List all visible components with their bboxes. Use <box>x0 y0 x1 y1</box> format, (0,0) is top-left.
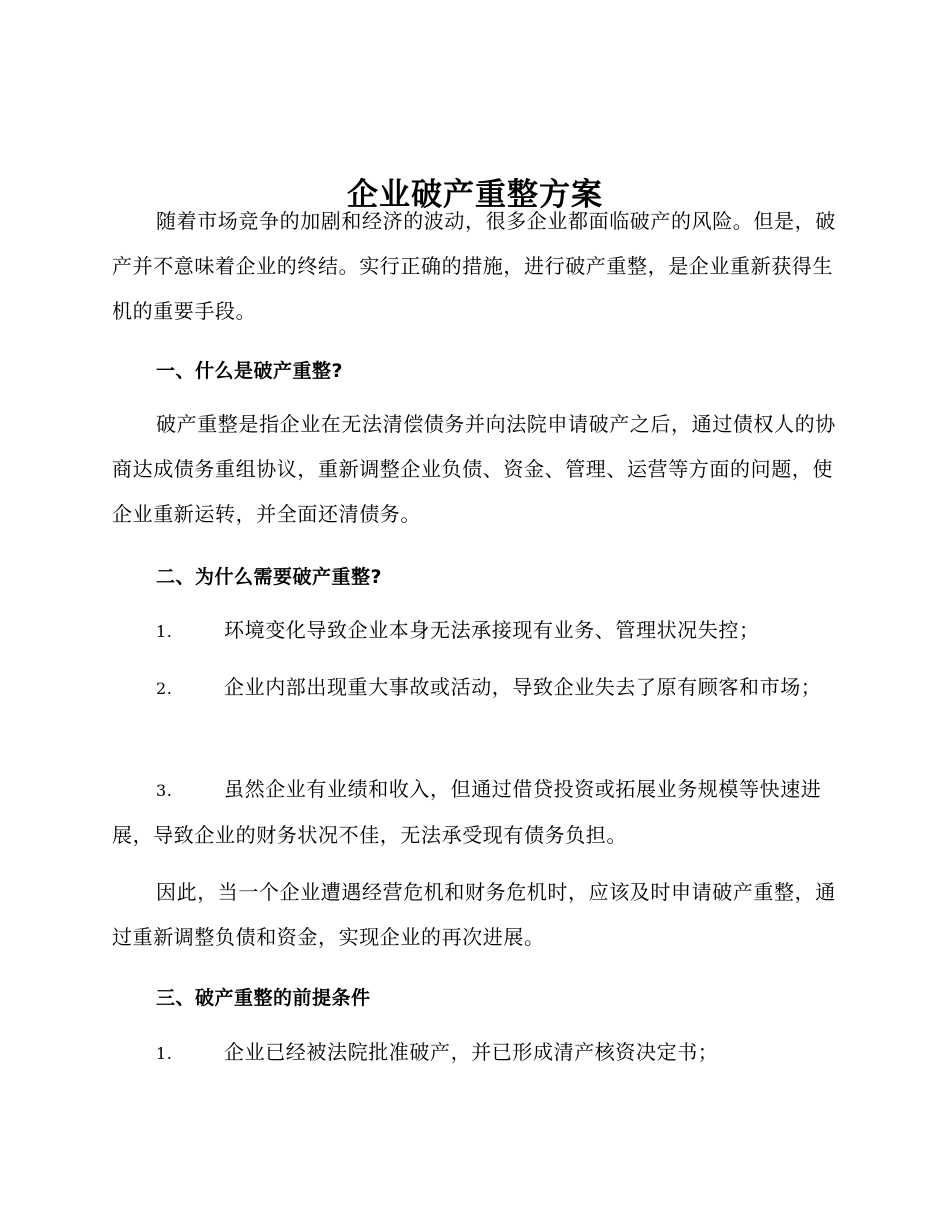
document-title: 企业破产重整方案 <box>347 176 603 213</box>
list-item <box>112 1030 838 1076</box>
section2-conclusion: 因此，当一个企业遭遇经营危机和财务危机时，应该及时申请破产重整，通过重新调整负债和资金，实现企业的再次进展。 <box>112 880 836 949</box>
list-item <box>112 767 838 858</box>
list-number: 2. <box>156 679 173 698</box>
section1-paragraph: 破产重整是指企业在无法清偿债务并向法院申请破产之后，通过债权人的协商达成债务重组协议，重新调整企业负债、资金、管理、运营等方面的问题，使企业重新运转，并全面还清债务。 <box>112 412 836 526</box>
list-item-text: 企业已经被法院批准破产，并已形成清产核资决定书； <box>224 1040 719 1064</box>
list-item-text: 环境变化导致企业本身无法承接现有业务、管理状况失控； <box>224 618 760 642</box>
list-item-text: 企业内部出现重大事故或活动，导致企业失去了原有顾客和市场； <box>224 675 822 699</box>
list-number: 1. <box>156 622 173 641</box>
section1-heading: 一、什么是破产重整? <box>156 360 344 382</box>
list-number: 3. <box>156 781 173 800</box>
list-item <box>112 665 838 711</box>
list-number: 1. <box>156 1044 173 1063</box>
section3-heading: 三、破产重整的前提条件 <box>156 987 371 1009</box>
intro-paragraph: 随着市场竞争的加剧和经济的波动，很多企业都面临破产的风险。但是，破产并不意味着企业的终结。实行正确的措施，进行破产重整，是企业重新获得生机的重要手段。 <box>112 209 836 323</box>
list-item-text: 虽然企业有业绩和收入，但通过借贷投资或拓展业务规模等快速进展，导致企业的财务状况不佳，无法承受现有债务负担。 <box>112 777 822 847</box>
list-item <box>112 608 838 654</box>
section2-heading: 二、为什么需要破产重整? <box>156 566 383 588</box>
